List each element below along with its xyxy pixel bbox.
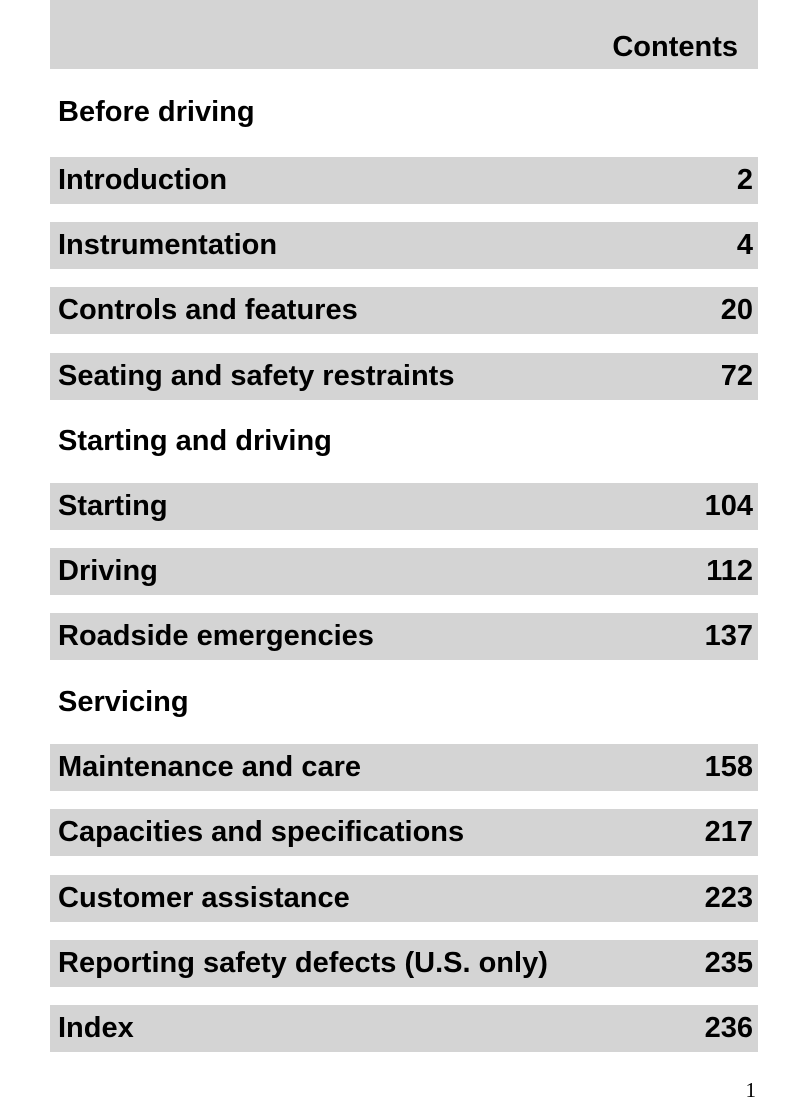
toc-entry-page: 223 — [704, 882, 753, 914]
toc-entry-page: 158 — [704, 751, 753, 783]
toc-entry-index[interactable] — [50, 1005, 758, 1052]
page-number: 1 — [745, 1078, 756, 1102]
toc-entry-label: Seating and safety restraints — [58, 360, 455, 392]
section-heading-before-driving: Before driving — [58, 96, 255, 128]
toc-entry-starting[interactable] — [50, 483, 758, 530]
page-title: Contents — [612, 31, 738, 63]
toc-entry-page: 104 — [704, 490, 753, 522]
toc-entry-label: Capacities and specifications — [58, 816, 465, 848]
toc-entry-page: 20 — [720, 294, 753, 326]
toc-entry-driving[interactable] — [50, 548, 758, 595]
toc-entry-maintenance-and-care[interactable] — [50, 744, 758, 791]
toc-entry-label: Maintenance and care — [58, 751, 361, 783]
toc-entry-customer-assistance[interactable] — [50, 875, 758, 922]
toc-entry-label: Starting — [58, 490, 168, 522]
toc-entry-controls-and-features[interactable] — [50, 287, 758, 334]
toc-entry-label: Instrumentation — [58, 229, 278, 261]
toc-entry-page: 137 — [704, 620, 753, 652]
toc-entry-introduction[interactable] — [50, 157, 758, 204]
toc-entry-label: Driving — [58, 555, 158, 587]
header-bar — [50, 0, 758, 69]
toc-entry-label: Customer assistance — [58, 882, 350, 914]
toc-entry-label: Controls and features — [58, 294, 358, 326]
toc-entry-page: 236 — [704, 1012, 753, 1044]
toc-entry-capacities-and-specifications[interactable] — [50, 809, 758, 856]
toc-entry-page: 2 — [736, 164, 753, 196]
toc-entry-page: 235 — [704, 947, 753, 979]
toc-entry-seating-and-safety-restraints[interactable] — [50, 353, 758, 400]
toc-entry-page: 217 — [704, 816, 753, 848]
toc-entry-label: Introduction — [58, 164, 228, 196]
toc-entry-roadside-emergencies[interactable] — [50, 613, 758, 660]
toc-entry-label: Reporting safety defects (U.S. only) — [58, 947, 548, 979]
section-heading-starting-and-driving: Starting and driving — [58, 425, 332, 457]
toc-entry-label: Roadside emergencies — [58, 620, 374, 652]
toc-entry-page: 4 — [736, 229, 753, 261]
toc-entry-instrumentation[interactable] — [50, 222, 758, 269]
toc-entry-page: 72 — [720, 360, 753, 392]
toc-entry-page: 112 — [706, 555, 753, 587]
toc-entry-label: Index — [58, 1012, 134, 1044]
toc-entry-reporting-safety-defects[interactable] — [50, 940, 758, 987]
section-heading-servicing: Servicing — [58, 686, 189, 718]
